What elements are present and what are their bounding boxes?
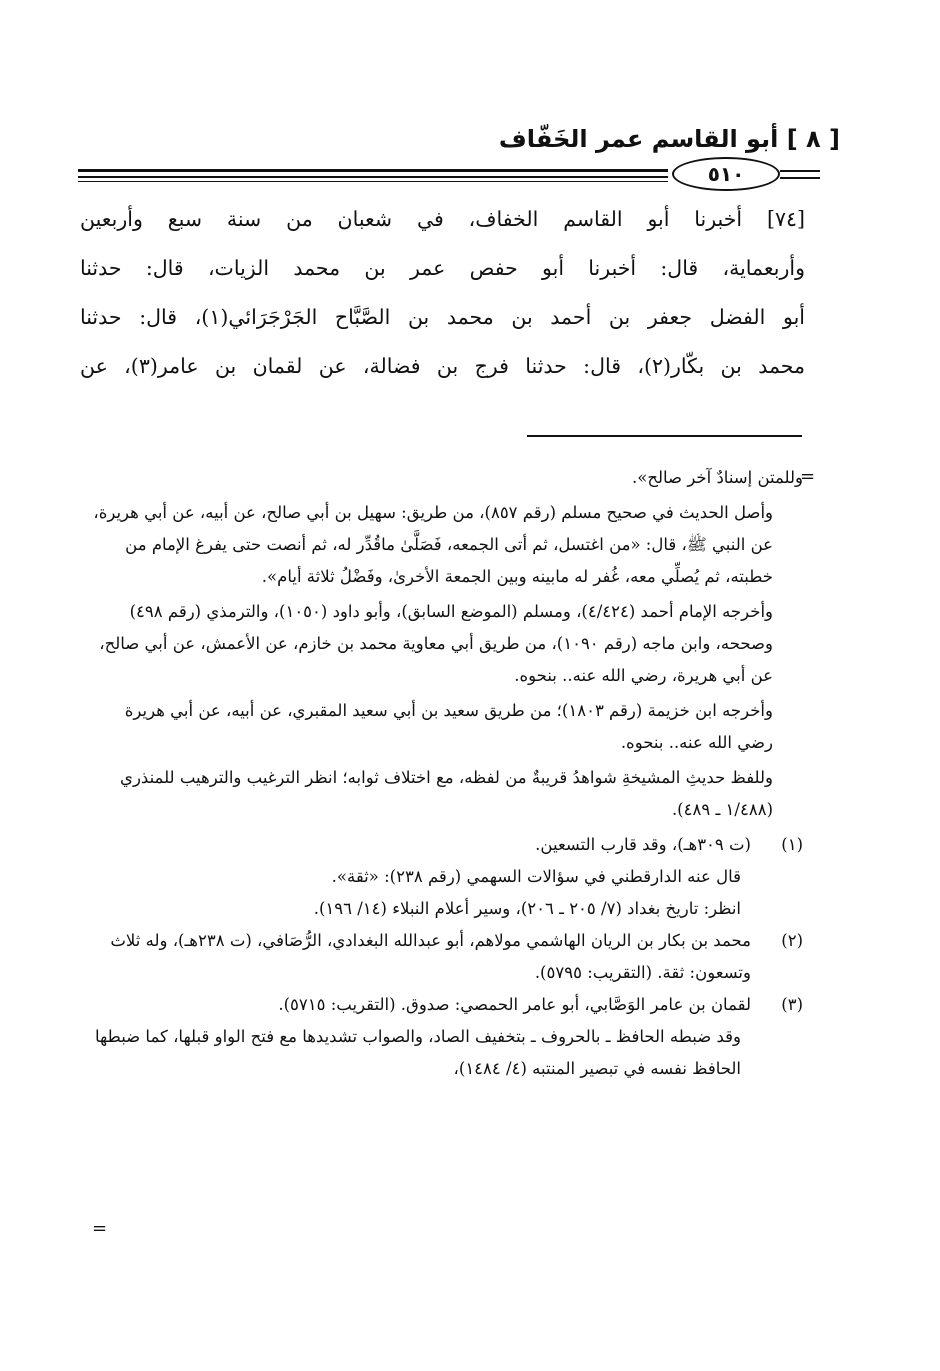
main-text-line: أبو الفضل جعفر بن أحمد بن محمد بن الصَّبَّاح الجَرْجَرَائي(١)، قال: حدثنا xyxy=(80,305,805,329)
footnote-text: (ت ٣٠٩هـ)، وقد قارب التسعين. xyxy=(535,835,751,854)
header-rule xyxy=(78,169,668,172)
footnote-separator xyxy=(527,435,802,437)
header-rule xyxy=(78,181,668,182)
main-text xyxy=(80,195,805,391)
footnote-text: قال عنه الدارقطني في سؤالات السهمي (رقم ٢٣٨): «ثقة». xyxy=(331,867,741,886)
footnotes xyxy=(88,462,803,1085)
footnote-number: (١) xyxy=(781,835,803,854)
footnote-text: وقد ضبطه الحافظ ـ بالحروف ـ بتخفيف الصاد، والصواب تشديدها مع فتح الواو قبلها، كما ضبطها الحافظ نفسه في تبصير المنتبه (٤/ ١٤٨٤)، xyxy=(95,1027,741,1078)
footnote-paragraph: وللفظ حديثِ المشيخةِ شواهدُ قريبةٌ من لفظه، مع اختلاف ثوابه؛ انظر الترغيب والترهيب للمنذري (١/٤٨٨ ـ ٤٨٩). xyxy=(120,768,773,819)
footnote-paragraph: وأخرجه ابن خزيمة (رقم ١٨٠٣)؛ من طريق سعيد بن أبي سعيد المقبري، عن أبيه، عن أبي هريرة رضي الله عنه.. بنحوه. xyxy=(124,701,773,752)
continuation-mark: = xyxy=(92,1218,108,1239)
footnote-2 xyxy=(88,925,803,989)
page-number: ٥١٠ xyxy=(672,157,780,191)
footnote-text: محمد بن بكار بن الريان الهاشمي مولاهم، أبو عبدالله البغدادي، الرُّصَافي، (ت ٢٣٨هـ)، وله ثلاث وتسعون: ثقة. (التقريب: ٥٧٩٥). xyxy=(110,931,751,982)
header-rule xyxy=(78,176,668,178)
header-rule xyxy=(780,177,820,179)
footnote-text: لقمان بن عامر الوَصَّابي، أبو عامر الحمصي: صدوق. (التقريب: ٥٧١٥). xyxy=(278,995,751,1014)
continuation-mark: = xyxy=(800,466,816,487)
chapter-title: [ ٨ ] أبو القاسم عمر الخَفّاف xyxy=(498,125,840,153)
footnote-3 xyxy=(88,989,803,1085)
footnote-paragraph: وأخرجه الإمام أحمد (٤/٤٢٤)، ومسلم (الموضع السابق)، وأبو داود (١٠٥٠)، والترمذي (رقم ٤٩٨) وصححه، وابن ماجه (رقم ١٠٩٠)، من طريق أبي معاوية محمد بن خازم، عن الأعمش، عن أبي صالح، عن أبي هريرة، رضي الله عنه.. بنحوه. xyxy=(99,602,773,685)
main-text-line: محمد بن بكّار(٢)، قال: حدثنا فرج بن فضالة، عن لقمان بن عامر(٣)، عن xyxy=(80,354,806,378)
footnote-text: انظر: تاريخ بغداد (٧/ ٢٠٥ ـ ٢٠٦)، وسير أعلام النبلاء (١٤/ ١٩٦). xyxy=(313,899,741,918)
footnote-number: (٢) xyxy=(781,931,803,950)
footnote-paragraph: وللمتن إسنادٌ آخر صالح». xyxy=(632,468,803,487)
main-text-line: وأربعماية، قال: أخبرنا أبو حفص عمر بن محمد الزيات، قال: حدثنا xyxy=(80,256,805,280)
footnote-1 xyxy=(88,829,803,925)
footnote-number: (٣) xyxy=(781,995,803,1014)
footnote-paragraph: وأصل الحديث في صحيح مسلم (رقم ٨٥٧)، من طريق: سهيل بن أبي صالح، عن أبيه، عن أبي هريرة، عن النبي ﷺ، قال: «من اغتسل، ثم أتى الجمعه، فَصَلَّىٰ ماقُدِّر له، ثم أنصت حتى يفرغ الإمام من خطبته، ثم يُصلِّي معه، غُفر له مابينه وبين الجمعة الأخرىٰ، وفَضْلُ ثلاثة أيام». xyxy=(93,503,773,586)
main-text-line: [٧٤] أخبرنا أبو القاسم الخفاف، في شعبان من سنة سبع وأربعين xyxy=(80,207,805,231)
header-rule xyxy=(780,170,820,172)
